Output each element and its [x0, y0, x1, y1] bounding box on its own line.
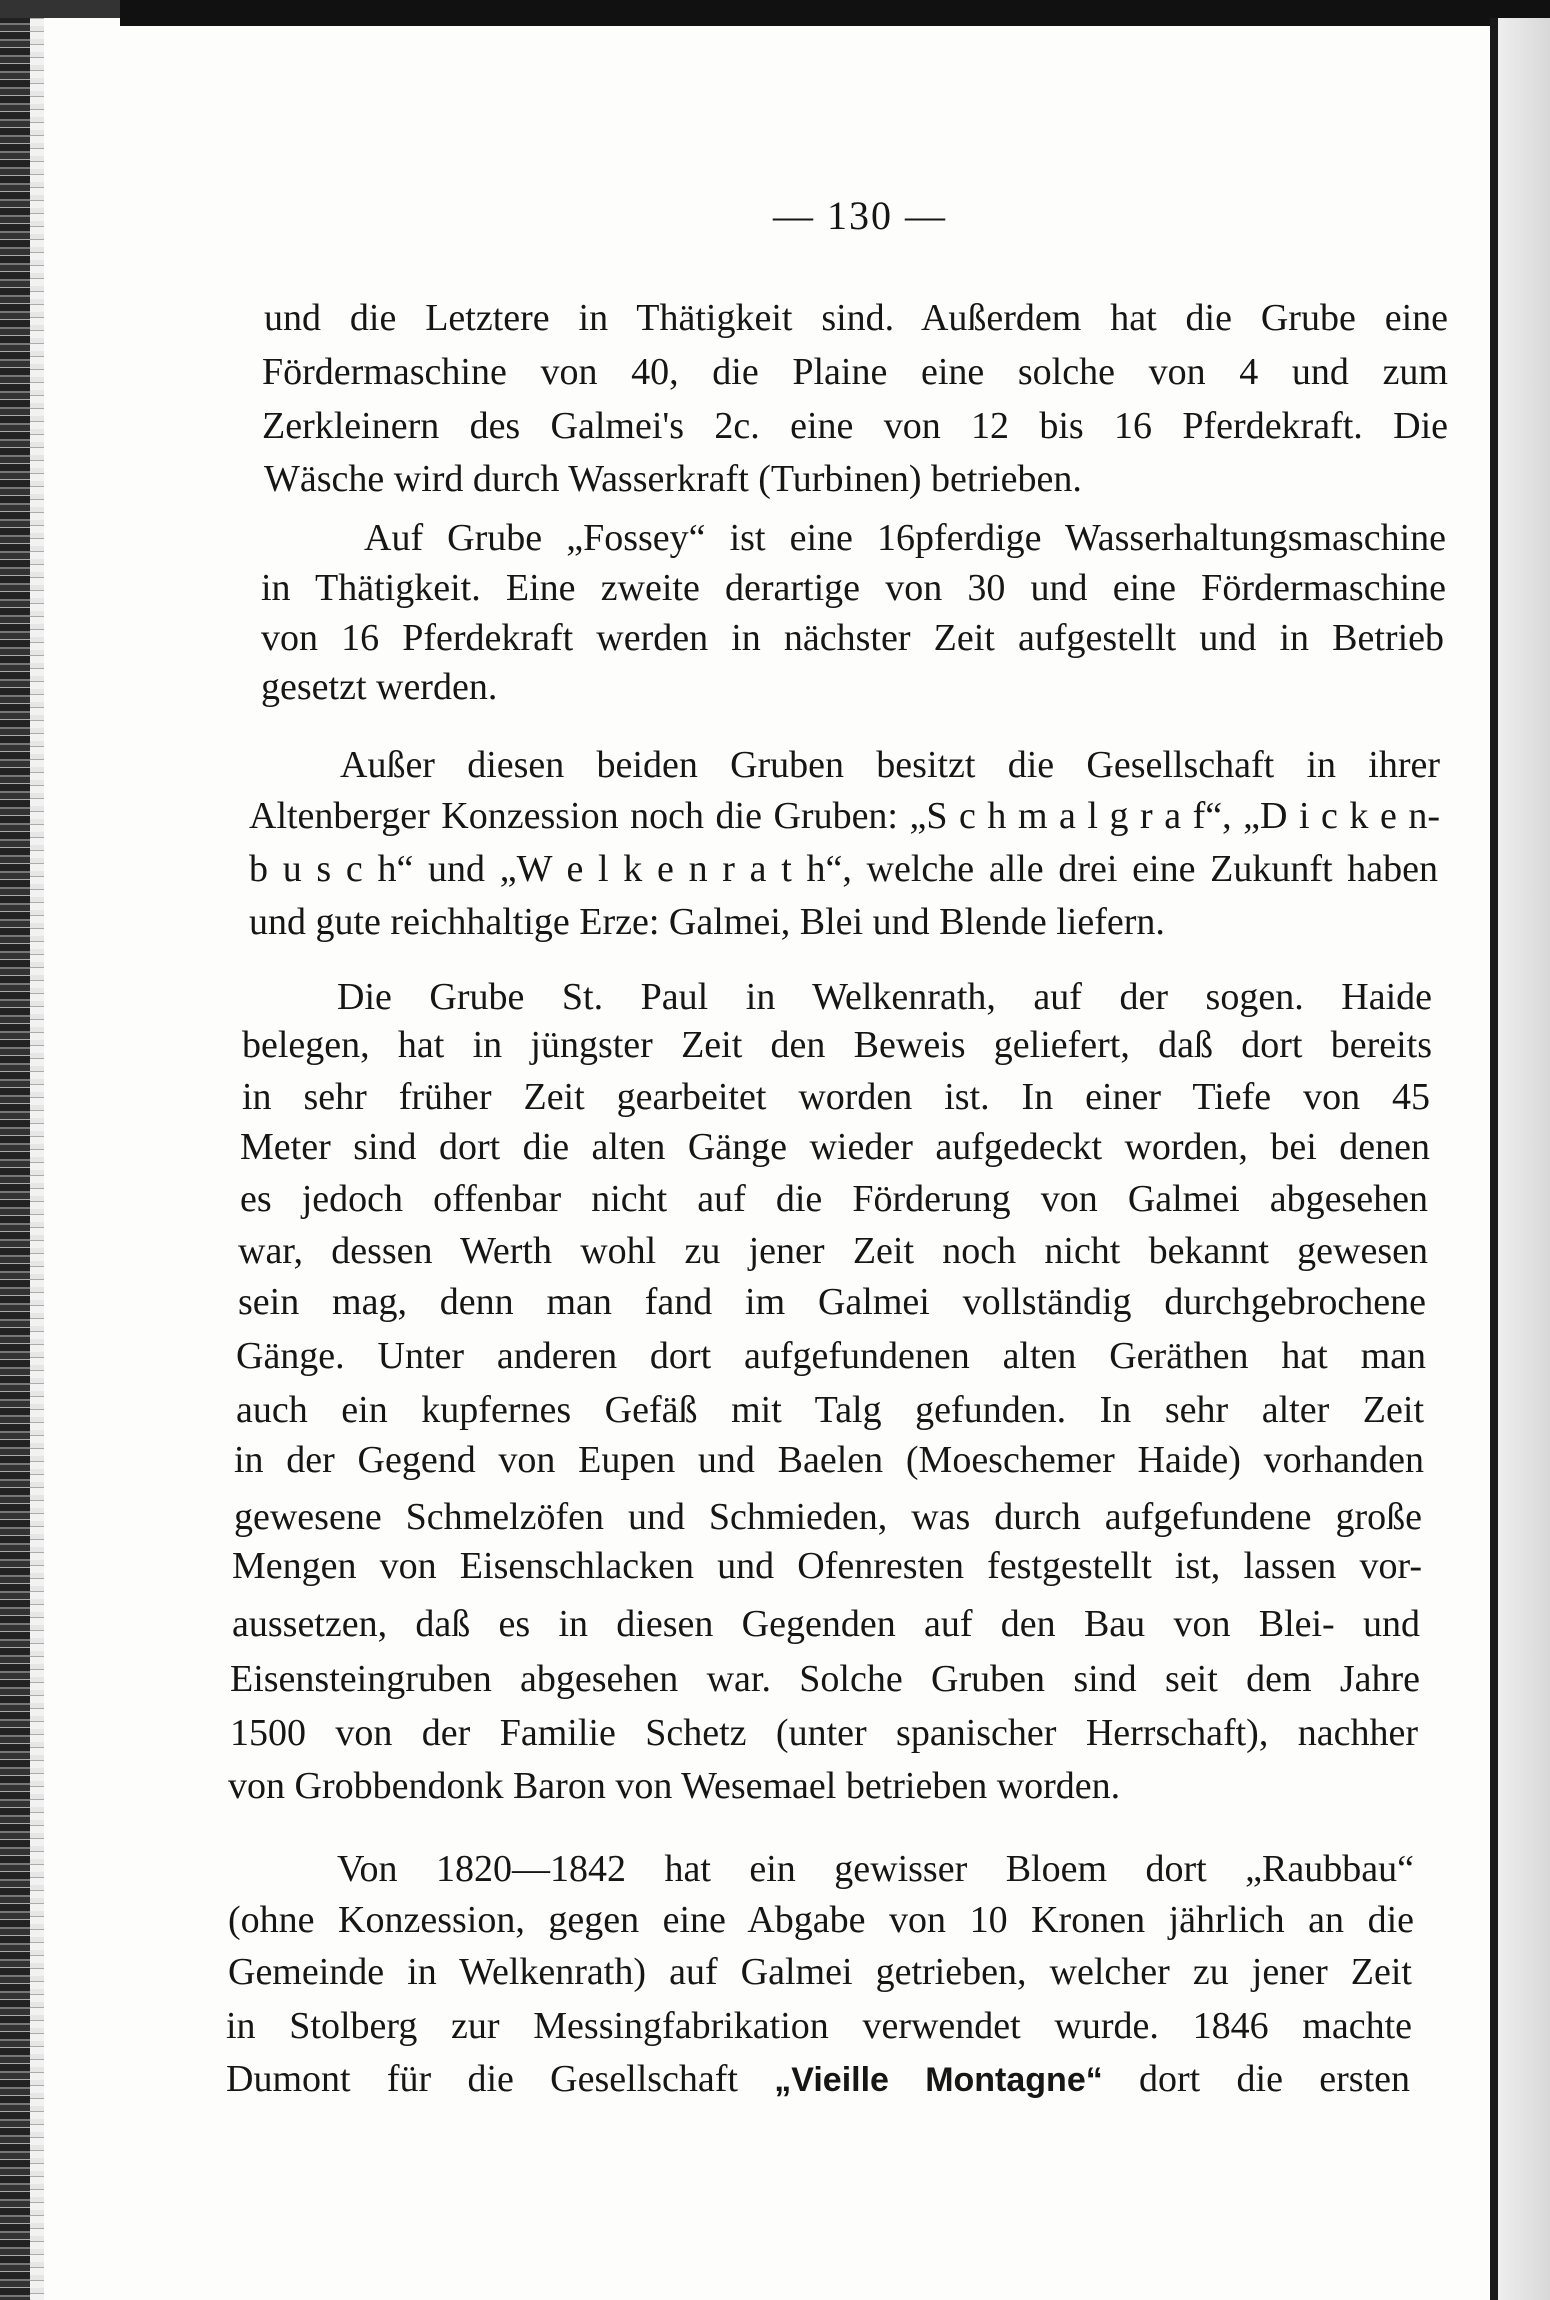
scan-edge-left-noise	[30, 0, 44, 2300]
text-line: gewesene Schmelzöfen und Schmieden, was durch aufgefundene große	[234, 1496, 1422, 1538]
scan-margin-right	[1498, 18, 1550, 2300]
text-line: Altenberger Konzession noch die Gruben: „S c h m a l g r a f“, „D i c k e n-	[249, 795, 1440, 837]
text-line: sein mag, denn man fand im Galmei vollständig durchgebrochene	[238, 1281, 1426, 1323]
text-line	[226, 2053, 1410, 2105]
text-line: Zerkleinern des Galmei's 2c. eine von 12 bis 16 Pferdekraft. Die	[262, 405, 1448, 447]
text-line: Außer diesen beiden Gruben besitzt die Gesellschaft in ihrer	[340, 744, 1440, 786]
text-line: es jedoch offenbar nicht auf die Förderung von Galmei abgesehen	[240, 1178, 1428, 1220]
text-line: Eisensteingruben abgesehen war. Solche Gruben sind seit dem Jahre	[230, 1658, 1420, 1700]
page-number: — 130 —	[773, 193, 947, 238]
text-line: Auf Grube „Fossey“ ist eine 16pferdige Wasserhaltungsmaschine	[364, 517, 1446, 559]
text-line: von 16 Pferdekraft werden in nächster Zeit aufgestellt und in Betrieb	[261, 617, 1444, 659]
text-line: in Stolberg zur Messingfabrikation verwendet wurde. 1846 machte	[226, 2005, 1412, 2047]
text-line: Wäsche wird durch Wasserkraft (Turbinen) betrieben.	[264, 458, 1082, 500]
scan-edge-right	[1490, 18, 1498, 2300]
text-line: (ohne Konzession, gegen eine Abgabe von 10 Kronen jährlich an die	[228, 1899, 1414, 1941]
scan-edge-left	[0, 0, 30, 2300]
text-line: in sehr früher Zeit gearbeitet worden ist. In einer Tiefe von 45	[242, 1076, 1430, 1118]
text-line: Gemeinde in Welkenrath) auf Galmei getrieben, welcher zu jener Zeit	[228, 1951, 1412, 1993]
text-line: in Thätigkeit. Eine zweite derartige von 30 und eine Fördermaschine	[261, 567, 1446, 609]
text-line: und die Letztere in Thätigkeit sind. Außerdem hat die Grube eine	[264, 297, 1448, 339]
text-line: Von 1820—1842 hat ein gewisser Bloem dort „Raubbau“	[337, 1848, 1414, 1890]
text-line: Gänge. Unter anderen dort aufgefundenen alten Geräthen hat man	[236, 1335, 1426, 1377]
text-line: war, dessen Werth wohl zu jener Zeit noch nicht bekannt gewesen	[238, 1230, 1428, 1272]
text-line: b u s c h“ und „W e l k e n r a t h“, welche alle drei eine Zukunft haben	[249, 848, 1438, 890]
text-line: Fördermaschine von 40, die Plaine eine solche von 4 und zum	[262, 351, 1448, 393]
text-line: aussetzen, daß es in diesen Gegenden auf den Bau von Blei- und	[232, 1603, 1420, 1645]
scan-edge-top-corner	[0, 0, 140, 18]
text-line: belegen, hat in jüngster Zeit den Beweis geliefert, daß dort bereits	[242, 1024, 1432, 1066]
scan-edge-top	[120, 0, 1550, 26]
text-line: in der Gegend von Eupen und Baelen (Moeschemer Haide) vorhanden	[234, 1439, 1424, 1481]
company-name-emphasis: „Vieille Montagne“	[774, 2061, 1103, 2099]
text-line: Meter sind dort die alten Gänge wieder aufgedeckt worden, bei denen	[240, 1126, 1430, 1168]
text-segment: Dumont für die Gesellschaft	[226, 2058, 775, 2100]
text-segment: dort die ersten	[1102, 2058, 1410, 2100]
text-line: Die Grube St. Paul in Welkenrath, auf der sogen. Haide	[337, 976, 1432, 1018]
text-line: 1500 von der Familie Schetz (unter spanischer Herrschaft), nachher	[230, 1712, 1418, 1754]
text-line: und gute reichhaltige Erze: Galmei, Blei und Blende liefern.	[249, 901, 1165, 943]
text-line: auch ein kupfernes Gefäß mit Talg gefunden. In sehr alter Zeit	[236, 1389, 1424, 1431]
text-line: gesetzt werden.	[261, 666, 498, 708]
text-line: von Grobbendonk Baron von Wesemael betrieben worden.	[228, 1765, 1121, 1807]
text-line: Mengen von Eisenschlacken und Ofenresten festgestellt ist, lassen vor-	[232, 1545, 1422, 1587]
